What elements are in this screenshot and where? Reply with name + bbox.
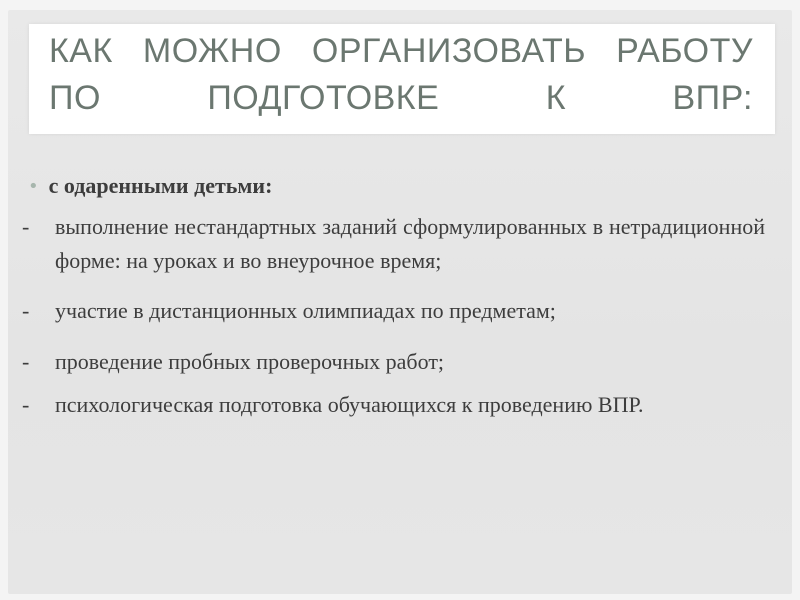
- slide-title: [49, 28, 753, 122]
- title-line-1: КАК МОЖНО ОРГАНИЗОВАТЬ РАБОТУ: [49, 32, 753, 70]
- list-item-text: проведение пробных проверочных работ;: [55, 349, 445, 374]
- dash-marker: -: [22, 392, 30, 417]
- title-box: [29, 24, 775, 134]
- bullet-heading-text: с одаренными детьми:: [48, 173, 273, 198]
- slide: [8, 10, 792, 594]
- list-item-text: психологическая подготовка обучающихся к проведению ВПР.: [55, 392, 644, 417]
- dash-marker: -: [22, 214, 30, 239]
- dash-marker: -: [22, 298, 30, 323]
- list-item-text: выполнение нестандартных заданий сформулированных в нетрадиционной форме: на уроках и во внеурочное время;: [55, 214, 765, 273]
- bullet-heading: [28, 170, 272, 202]
- bullet-dot-icon: •: [28, 175, 39, 197]
- dash-marker: -: [22, 349, 30, 374]
- title-line-2: ПО ПОДГОТОВКЕ К ВПР:: [49, 79, 753, 117]
- list-item-text: участие в дистанционных олимпиадах по предметам;: [55, 298, 556, 323]
